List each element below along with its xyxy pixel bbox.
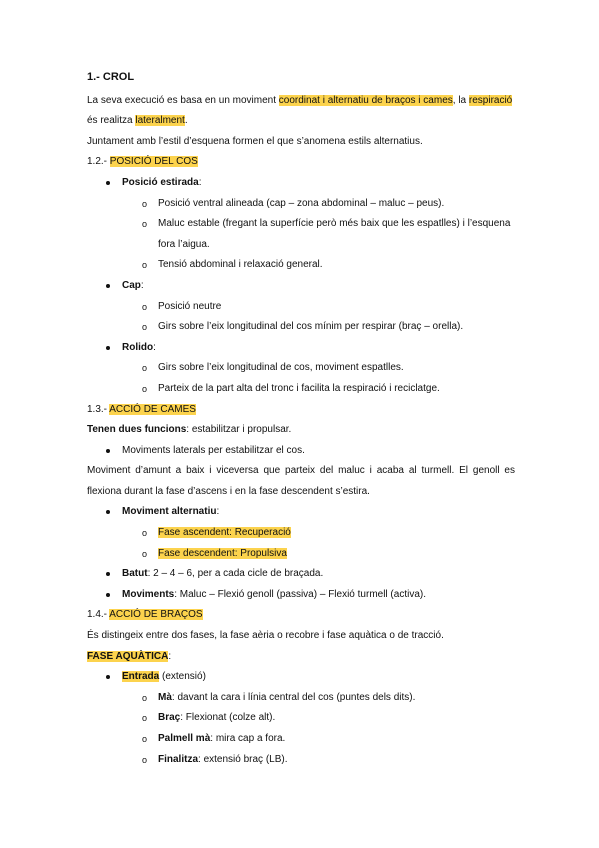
intro-text: La seva execució es basa en un moviment	[87, 94, 279, 106]
list-item: Moviments laterals per estabilitzar el cos.	[87, 441, 515, 462]
bullet-text: Maluc – Flexió genoll (passiva) – Flexió turmell (activa).	[177, 588, 426, 600]
list-item-moviment-alternatiu: Moviment alternatiu:	[87, 502, 515, 523]
list-item: o Palmell mà: mira cap a fora.	[87, 729, 515, 750]
intro-paragraph-2: Juntament amb l’estil d’esquena formen el que s’anomena estils alternatius.	[87, 135, 423, 147]
list-item: o Girs sobre l’eix longitudinal de cos, moviment espatlles.	[87, 358, 515, 379]
section-heading-title: POSICIÓ DEL COS	[109, 156, 198, 168]
bullet-label: Posició estirada	[122, 176, 199, 188]
intro-text: és realitza	[87, 115, 136, 127]
amunt-paragraph: Moviment d’amunt a baix i viceversa que parteix del maluc i acaba al turmell. El genoll es flexiona durant la fase d’ascens i en la fase descendent s’estira.	[87, 465, 515, 497]
bullet-label: Palmell mà	[158, 733, 211, 744]
list-item	[87, 523, 515, 544]
entrada-list	[87, 667, 515, 770]
list-item-moviments: Moviments: Maluc – Flexió genoll (passiva) – Flexió turmell (activa).	[87, 585, 515, 606]
list-item: o Posició ventral alineada (cap – zona abdominal – maluc – peus).	[87, 194, 515, 215]
bold-label: Tenen dues funcions	[87, 424, 187, 436]
section-title-crol: 1.- CROL	[87, 71, 135, 83]
bullet-text: 2 – 4 – 6, per a cada cicle de braçada.	[150, 568, 324, 580]
highlight-fase-aquatica: FASE AQUÀTICA	[87, 650, 169, 662]
list-item: o Parteix de la part alta del tronc i facilita la respiració i reciclatge.	[87, 379, 515, 400]
fases-paragraph: És distingeix entre dos fases, la fase aèria o recobre i fase aquàtica o de tracció.	[87, 630, 444, 642]
list-item: o Tensió abdominal i relaxació general.	[87, 255, 515, 276]
bullet-text: (extensió)	[159, 671, 206, 683]
bullet-text: davant la cara i línia central del cos (puntes dels dits).	[174, 691, 416, 703]
list-item-posicio-estirada: Posició estirada:	[87, 173, 515, 194]
fase-aquatica-heading: FASE AQUÀTICA:	[87, 650, 172, 662]
list-item: o Posició neutre	[87, 297, 515, 318]
bullet-label: Braç	[158, 712, 181, 724]
section-heading-cames	[87, 400, 515, 421]
bullet-label: Finalitza	[158, 753, 199, 765]
funcions-text: estabilitzar i propulsar.	[189, 424, 292, 436]
bullet-label: Batut	[122, 568, 148, 580]
section-number: 1.3.-	[87, 403, 110, 415]
list-item: o Girs sobre l’eix longitudinal del cos mínim per respirar (braç – orella).	[87, 317, 515, 338]
list-item	[87, 544, 515, 565]
section-number: 1.4.-	[87, 609, 110, 621]
bullet-text: Flexionat (colze alt).	[183, 712, 276, 724]
intro-text: , la	[452, 94, 469, 106]
highlight-fase: Fase ascendent: Recuperació	[158, 527, 291, 539]
highlight-respiracio: respiració	[468, 94, 513, 106]
funcions-paragraph: Tenen dues funcions: estabilitzar i propulsar.	[87, 424, 292, 436]
list-item: o Finalitza: extensió braç (LB).	[87, 750, 515, 771]
list-item: o Mà: davant la cara i línia central del cos (puntes dels dits).	[87, 688, 515, 709]
bullet-label: Moviments	[122, 588, 175, 600]
highlight-fase: Fase descendent: Propulsiva	[158, 547, 287, 559]
list-item-rolido: Rolido:	[87, 338, 515, 359]
intro-text: .	[184, 115, 188, 127]
document-content	[87, 67, 515, 770]
highlight-coordinat: coordinat i alternatiu de braços i cames	[278, 94, 453, 106]
section-heading-bracos	[87, 605, 515, 626]
intro-paragraph	[87, 91, 515, 132]
bullet-label: Mà	[158, 691, 172, 703]
bullet-label: Moviment alternatiu	[122, 506, 217, 518]
bullet-label: Cap	[122, 279, 141, 291]
bullet-text: mira cap a fora.	[213, 733, 286, 744]
laterals-list	[87, 441, 515, 462]
list-item: o Maluc estable (fregant la superfície però més baix que les espatlles) i l’esquena fora l’aigua.	[87, 214, 515, 255]
highlight-lateralment: lateralment	[135, 115, 185, 127]
section-heading-title: ACCIÓ DE CAMES	[109, 403, 196, 415]
list-item-entrada	[87, 667, 515, 688]
bullet-text: extensió braç (LB).	[200, 753, 288, 765]
section-number: 1.2.-	[87, 156, 110, 168]
cames-list	[87, 502, 515, 605]
highlight-entrada: Entrada	[122, 671, 160, 683]
bullet-label: Rolido	[122, 341, 154, 353]
list-item-batut: Batut: 2 – 4 – 6, per a cada cicle de braçada.	[87, 564, 515, 585]
section-heading-title: ACCIÓ DE BRAÇOS	[109, 609, 203, 621]
list-item-cap: Cap:	[87, 276, 515, 297]
list-item: o Braç: Flexionat (colze alt).	[87, 708, 515, 729]
posicio-list	[87, 173, 515, 400]
section-heading-posicio	[87, 152, 515, 173]
